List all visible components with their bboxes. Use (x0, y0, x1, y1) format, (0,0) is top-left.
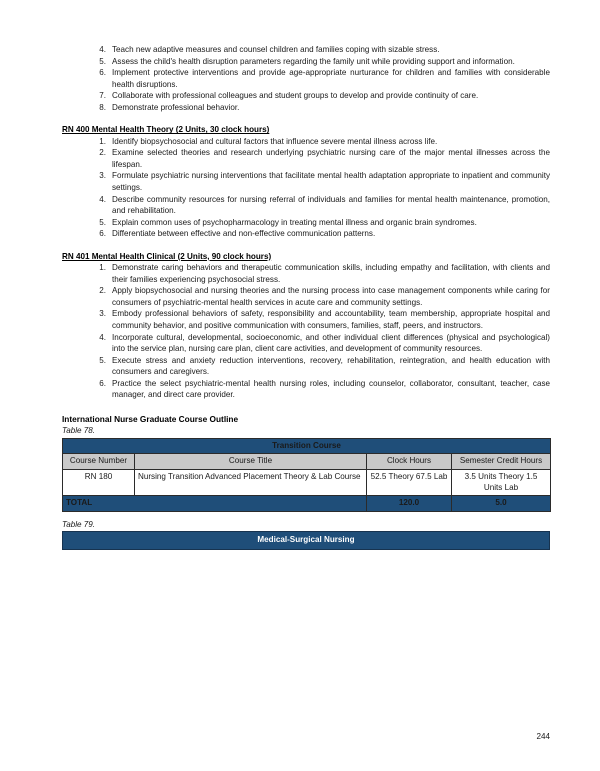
list-item-number: 7. (99, 91, 106, 101)
list-item (62, 228, 550, 240)
list-item (62, 44, 550, 56)
list-item-text: Demonstrate caring behaviors and therapeutic communication skills, including empathy and facilitation, with clients and their families experiencing psychosocial stress. (112, 263, 550, 284)
list-item-text: Assess the child's health disruption parameters regarding the family unit while providing support and information. (112, 56, 515, 66)
list-item (62, 136, 550, 148)
list-item-number: 1. (99, 136, 106, 146)
list-item (62, 67, 550, 90)
section-title: International Nurse Graduate Course Outline (62, 413, 239, 424)
list-item-number: 4. (99, 45, 106, 54)
table-caption-79: Table 79. (62, 519, 96, 529)
column-header-semester-credit-hours: Semester Credit Hours (452, 454, 551, 469)
list-item-text: Incorporate cultural, developmental, socioeconomic, and other individual client differences (physical and psychological) into the service plan, nursing care plan, client care activities, and development of community resources. (112, 332, 550, 354)
list-item-text: Formulate psychiatric nursing interventions that facilitate mental health adaptation appropriate to inpatient and community settings. (112, 171, 550, 193)
list-item-number: 6. (99, 229, 106, 239)
column-header-clock-hours: Clock Hours (367, 454, 452, 469)
list-item-number: 5. (99, 56, 106, 66)
list-item (62, 90, 550, 102)
list-item-text: Collaborate with professional colleagues and student groups to develop and provide continuity of care. (112, 91, 479, 101)
list-item-number: 2. (99, 286, 106, 296)
list-item (62, 308, 550, 331)
table-total-row (63, 496, 551, 511)
spacer (62, 512, 550, 519)
spacer (62, 113, 550, 124)
list-item-text: Execute stress and anxiety reduction interventions, recovery, rehabilitation, reintegration, and health education with consumers and caregivers. (112, 355, 550, 377)
page-number: 244 (536, 732, 550, 741)
list-item-number: 6. (99, 378, 106, 388)
cell-semester-credit-hours: 3.5 Units Theory 1.5 Units Lab (452, 469, 551, 496)
list-item-number: 5. (99, 355, 106, 365)
cell-clock-hours: 52.5 Theory 67.5 Lab (367, 469, 452, 496)
table-band-row (63, 532, 550, 549)
list-item-number: 4. (99, 194, 106, 204)
list-item-number: 3. (99, 309, 106, 319)
list-item-text: Practice the select psychiatric-mental health nursing roles, including counselor, collaborator, consultant, teacher, case manager, and direct care provider. (112, 378, 550, 400)
list-item-number: 1. (99, 263, 106, 273)
list-item (62, 332, 550, 355)
list-item (62, 102, 550, 114)
list-item (62, 170, 550, 193)
list-item-text: Identify biopsychosocial and cultural factors that influence severe mental illness across life. (112, 136, 438, 146)
list-item-text: Apply biopsychosocial and nursing theories and the nursing process into case management components while caring for consumers of psychiatric-mental health services in acute care and community settings. (112, 286, 550, 307)
table-band-title: Transition Course (63, 438, 551, 453)
list-item-text: Teach new adaptive measures and counsel children and families coping with sizable stress. (112, 45, 440, 54)
list-item-text: Examine selected theories and research underlying psychiatric nursing care of the major mental illnesses across the lifespan. (112, 148, 550, 169)
list-item (62, 378, 550, 401)
cell-total-clock-hours: 120.0 (367, 496, 452, 511)
list-item-number: 6. (99, 68, 106, 78)
list-item-text: Differentiate between effective and non-effective communication patterns. (112, 229, 376, 239)
rn400-objectives-list (62, 136, 550, 240)
continued-objectives-list (62, 44, 550, 113)
cell-total-semester-credit-hours: 5.0 (452, 496, 551, 511)
list-item (62, 355, 550, 378)
list-item (62, 262, 550, 285)
table-header-row (63, 454, 551, 469)
list-item-number: 4. (99, 332, 106, 342)
list-item-number: 3. (99, 171, 106, 181)
spacer (62, 240, 550, 251)
cell-course-title: Nursing Transition Advanced Placement Theory & Lab Course (135, 469, 367, 496)
list-item-number: 8. (99, 102, 106, 112)
list-item-text: Explain common uses of psychopharmacology in treating mental illness and organic brain syndromes. (112, 217, 477, 227)
list-item-text: Describe community resources for nursing referral of individuals and families for mental health maintenance, promotion, and rehabilitation. (112, 194, 550, 216)
list-item-text: Implement protective interventions and provide age-appropriate nurturance for children and families with considerable health disruptions. (112, 68, 550, 89)
transition-course-table (62, 438, 551, 512)
table-row (63, 469, 551, 496)
table-band-title: Medical-Surgical Nursing (63, 532, 550, 549)
list-item-text: Demonstrate professional behavior. (112, 102, 240, 112)
spacer (62, 401, 550, 414)
rn401-objectives-list (62, 262, 550, 401)
list-item-number: 2. (99, 148, 106, 158)
table-caption-78: Table 78. (62, 426, 96, 436)
cell-course-number: RN 180 (63, 469, 135, 496)
list-item (62, 217, 550, 229)
list-item (62, 194, 550, 217)
course-heading-rn401: RN 401 Mental Health Clinical (2 Units, 90 clock hours) (62, 251, 272, 261)
medical-surgical-nursing-table (62, 531, 550, 549)
table-band-row (63, 438, 551, 453)
list-item (62, 147, 550, 170)
column-header-course-number: Course Number (63, 454, 135, 469)
list-item (62, 56, 550, 68)
list-item-text: Embody professional behaviors of safety, responsibility and accountability, team membership, appropriate hospital and community behavior, and positive communication with consumers, families, staff, peers, and instructors. (112, 309, 550, 331)
course-heading-rn400: RN 400 Mental Health Theory (2 Units, 30 clock hours) (62, 125, 270, 135)
list-item-number: 5. (99, 217, 106, 227)
column-header-course-title: Course Title (135, 454, 367, 469)
list-item (62, 285, 550, 308)
cell-total-label: TOTAL (63, 496, 367, 511)
